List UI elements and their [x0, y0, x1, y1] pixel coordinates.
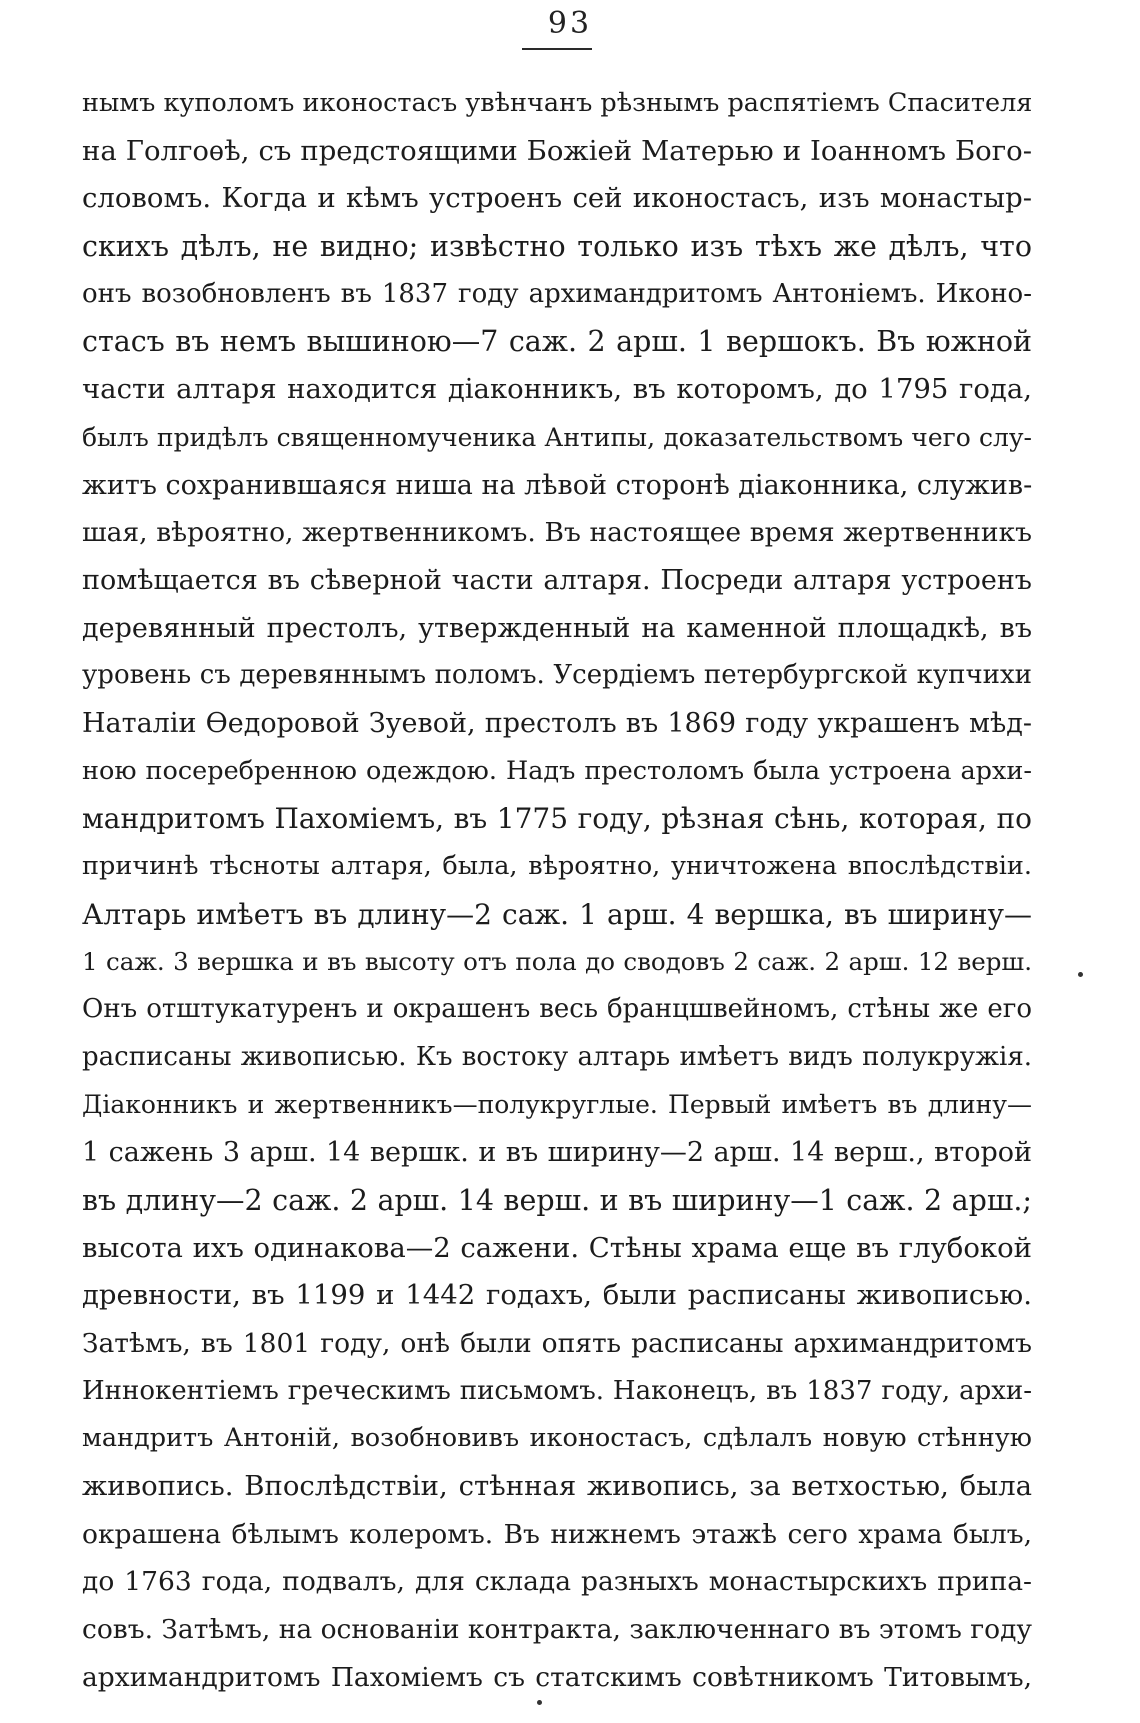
text-line: помѣщается въ сѣверной части алтаря. Посреди алтаря устроенъ [82, 564, 1032, 596]
text-line: нымъ куполомъ иконостасъ увѣнчанъ рѣзнымъ распятіемъ Спасителя [82, 88, 1032, 118]
bottom-speck [537, 1700, 542, 1705]
text-line: уровень съ деревяннымъ поломъ. Усердіемъ петербургской купчихи [82, 660, 1032, 691]
text-line: словомъ. Когда и кѣмъ устроенъ сей иконостасъ, изъ монастыр- [82, 182, 1032, 215]
text-line: мандритомъ Пахоміемъ, въ 1775 году, рѣзная сѣнь, которая, по [82, 802, 1032, 836]
page-number: 93 [547, 6, 593, 41]
text-line: на Голгоѳѣ, съ предстоящими Божіей Матерью и Іоанномъ Бого- [82, 134, 1032, 167]
text-line: причинѣ тѣсноты алтаря, была, вѣроятно, уничтожена впослѣдствіи. [82, 851, 1032, 881]
text-line: Онъ отштукатуренъ и окрашенъ весь бранцшвейномъ, стѣны же его [82, 994, 1032, 1025]
text-line: Алтарь имѣетъ въ длину—2 саж. 1 арш. 4 вершка, въ ширину— [82, 897, 1032, 931]
text-line: Діаконникъ и жертвенникъ—полукруглые. Первый имѣетъ въ длину— [82, 1090, 1032, 1120]
text-line: совъ. Затѣмъ, на основаніи контракта, заключеннаго въ этомъ году [82, 1614, 1032, 1645]
text-line: окрашена бѣлымъ колеромъ. Въ нижнемъ этажѣ сего храма былъ, [82, 1518, 1032, 1550]
text-line: ною посеребренною одеждою. Надъ престоломъ была устроена архи- [82, 755, 1032, 786]
text-line: онъ возобновленъ въ 1837 году архимандритомъ Антоніемъ. Иконо- [82, 278, 1032, 309]
text-line: до 1763 года, подвалъ, для склада разныхъ монастырскихъ припа- [82, 1566, 1032, 1598]
text-line: 1 сажень 3 арш. 14 вершк. и въ ширину—2 арш. 14 верш., второй [82, 1137, 1032, 1169]
body-text [82, 80, 1032, 1701]
text-line: деревянный престолъ, утвержденный на каменной площадкѣ, въ [82, 612, 1032, 644]
text-line: былъ придѣлъ священномученика Антипы, доказательствомъ чего слу- [82, 422, 1032, 452]
page-number-rule [522, 48, 592, 50]
margin-speck [1078, 972, 1083, 977]
text-line: стасъ въ немъ вышиною—7 саж. 2 арш. 1 вершокъ. Въ южной [82, 325, 1032, 359]
text-line: мандритъ Антоній, возобновивъ иконостасъ, сдѣлалъ новую стѣнную [82, 1423, 1032, 1454]
text-line: высота ихъ одинакова—2 сажени. Стѣны храма еще въ глубокой [82, 1231, 1032, 1264]
text-line: житъ сохранившаяся ниша на лѣвой сторонѣ діаконника, служив- [82, 469, 1032, 501]
text-line: части алтаря находится діаконникъ, въ которомъ, до 1795 года, [82, 373, 1032, 406]
text-line: расписаны живописью. Къ востоку алтарь имѣетъ видъ полукружія. [82, 1041, 1032, 1072]
text-line: въ длину—2 саж. 2 арш. 14 верш. и въ ширину—1 саж. 2 арш.; [82, 1183, 1032, 1217]
text-line: древности, въ 1199 и 1442 годахъ, были расписаны живописью. [82, 1279, 1032, 1312]
text-line: 1 саж. 3 вершка и въ высоту отъ пола до сводовъ 2 саж. 2 арш. 12 верш. [82, 947, 1032, 977]
text-line: архимандритомъ Пахоміемъ съ статскимъ совѣтникомъ Титовымъ, [82, 1661, 1032, 1693]
text-line: Наталіи Ѳедоровой Зуевой, престолъ въ 1869 году украшенъ мѣд- [82, 707, 1032, 739]
text-line: шая, вѣроятно, жертвенникомъ. Въ настоящее время жертвенникъ [82, 517, 1032, 549]
text-line: Иннокентіемъ греческимъ письмомъ. Наконецъ, въ 1837 году, архи- [82, 1375, 1032, 1406]
text-line: живопись. Впослѣдствіи, стѣнная живопись, за ветхостью, была [82, 1469, 1032, 1502]
text-line: Затѣмъ, въ 1801 году, онѣ были опять расписаны архимандритомъ [82, 1327, 1032, 1359]
text-line: скихъ дѣлъ, не видно; извѣстно только изъ тѣхъ же дѣлъ, что [82, 230, 1032, 264]
